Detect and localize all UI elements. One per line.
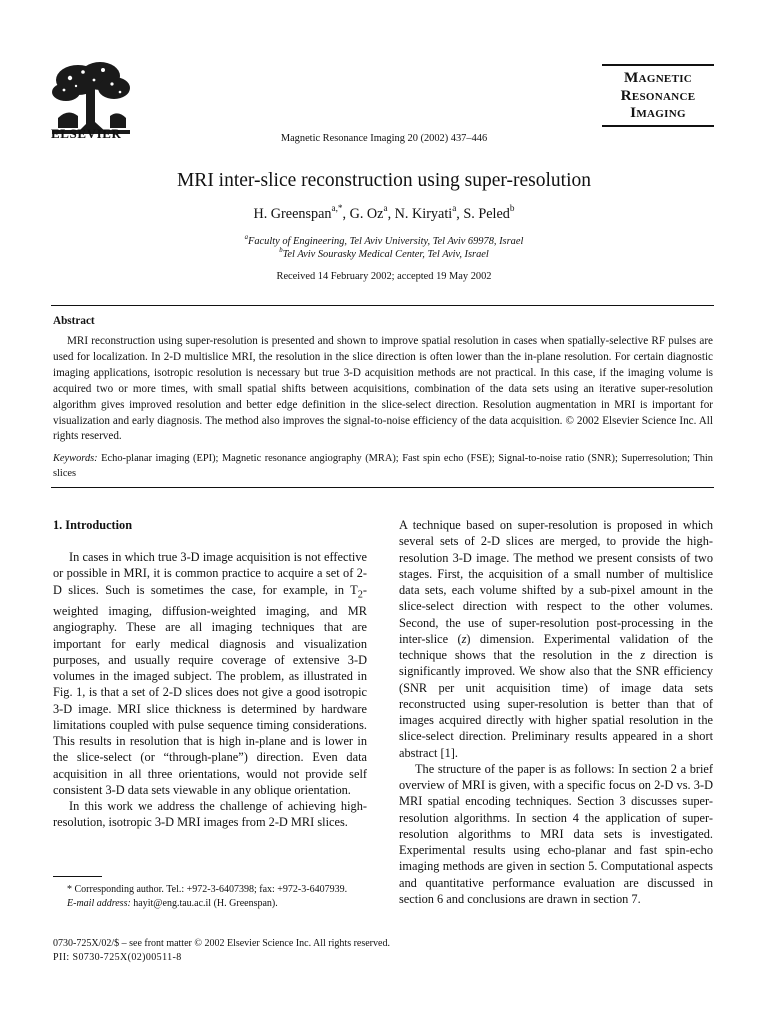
journal-reference: Magnetic Resonance Imaging 20 (2002) 437–446 <box>280 133 488 144</box>
author-affiliation-mark: a <box>383 203 388 214</box>
paper-title: MRI inter-slice reconstruction using super-resolution <box>176 170 592 191</box>
math-variable: z <box>640 648 646 662</box>
footnote-email-value: hayit@eng.tau.ac.il (H. Greenspan). <box>133 898 278 909</box>
paragraph-text: ) dimension. Experimental validation of the technique shows that the resolution in the <box>399 631 713 662</box>
body-paragraph: In this work we address the challenge of achieving high-resolution, isotropic 3-D MRI images from 2-D MRI slices. <box>53 799 367 830</box>
author-affiliation-mark: a,* <box>331 203 343 214</box>
math-variable: z <box>461 631 467 646</box>
footnote-corresponding: * Corresponding author. Tel.: +972-3-6407398; fax: +972-3-6407939. <box>67 884 348 895</box>
author-separator: , <box>456 206 464 222</box>
body-paragraph <box>399 517 713 761</box>
affiliation-a <box>0 233 768 247</box>
pii-line: PII: S0730-725X(02)00511-8 <box>53 952 182 963</box>
section-heading: 1. Introduction <box>53 518 133 532</box>
footnote-email-label: E-mail address: <box>67 898 131 909</box>
copyright-line: 0730-725X/02/$ – see front matter © 2002 Elsevier Science Inc. All rights reserved. <box>53 938 390 949</box>
keywords-list: Echo-planar imaging (EPI); Magnetic resonance angiography (MRA); Fast spin echo (FSE); Signal-to-noise ratio (SNR); Superresolution; Thin slices <box>53 453 713 479</box>
journal-logo-bottom-rule <box>602 125 714 127</box>
paragraph-text: -weighted imaging, diffusion-weighted imaging, and MR angiography. These are all imaging techniques that are important for early medical diagnosis and visualization purposes, and usually require coverage of extensive 3-D volumes in the imaged subject. The problem, as illustrated in Fig. 1, is that a set of 2-D slices does not give a good isotropic 3-D image. MRI slice thickness is determined by hardware limitations coupled with pulse sequence timing considerations. This results in resolution that is high in-plane and is lower in the slice-select (or “through-plane”) direction. Even data acquisition in all three orientations, would not provide self consistent 3-D data sets viewable in any oblique orientation. <box>53 582 367 797</box>
body-paragraph <box>53 549 367 798</box>
affiliation-mark: b <box>279 246 283 254</box>
affiliation-text: Faculty of Engineering, Tel Aviv University, Tel Aviv 69978, Israel <box>248 236 524 247</box>
received-dates: Received 14 February 2002; accepted 19 May 2002 <box>276 271 492 282</box>
keywords <box>53 452 713 481</box>
author-list <box>0 203 768 223</box>
publisher-name: ELSEVIER <box>51 126 122 141</box>
footnote-rule <box>53 876 102 877</box>
author-affiliation-mark: b <box>509 203 515 214</box>
author-name: G. Oz <box>349 206 384 222</box>
paragraph-text: direction is significantly improved. We show also that the SNR efficiency (SNR per unit acquisition time) of image data sets reconstructed using super-resolution is better than that of images acquired directly with higher spatial resolution in the slice-select direction. Preliminary results appeared in a short abstract [1]. <box>399 648 713 760</box>
affiliation-b <box>0 246 768 260</box>
right-column <box>399 517 713 907</box>
journal-logo-name <box>602 66 714 125</box>
journal-logo-line-1: Magnetic <box>623 69 693 86</box>
affiliation-text: Tel Aviv Sourasky Medical Center, Tel Aviv, Israel <box>282 249 489 260</box>
abstract-bottom-rule <box>51 487 714 488</box>
author-separator: , <box>342 206 350 222</box>
keywords-label: Keywords: <box>53 453 98 464</box>
author-separator: , <box>387 206 395 222</box>
journal-logo <box>602 64 714 127</box>
author-name: N. Kiryati <box>394 206 453 222</box>
abstract-heading: Abstract <box>53 315 95 327</box>
body-paragraph: The structure of the paper is as follows: In section 2 a brief overview of MRI is given, with a specific focus on 2-D vs. 3-D MRI spatial encoding techniques. Section 3 discusses super-resolution algorithms. In section 4 the application of super-resolution algorithms to MRI data sets is investigated. Experimental results using echo-planar and fast spin-echo imaging methods are given in section 5. Computational aspects and quantitative performance evaluation are discussed in section 6 and conclusions are drawn in section 7. <box>399 761 713 906</box>
abstract-top-rule <box>51 305 714 306</box>
subscript: 2 <box>357 588 363 600</box>
journal-logo-line-2: Resonance <box>620 86 696 104</box>
footnote-email <box>53 897 367 911</box>
affiliation-mark: a <box>244 233 249 241</box>
footnote <box>53 883 367 911</box>
author-name: H. Greenspan <box>253 206 332 222</box>
paragraph-text: In cases in which true 3-D image acquisition is not effective or possible in MRI, it is common practice to acquire a set of 2-D slices. Such is sometimes the case, for example, in T <box>53 550 367 597</box>
left-column <box>53 549 367 831</box>
abstract-body: MRI reconstruction using super-resolution is presented and shown to improve spatial resolution in cases when spatially-selective RF pulses are used for localization. In 2-D multislice MRI, the resolution in the slice direction is often lower than the in-plane resolution. For certain diagnostic imaging applications, isotropic resolution is necessary but true 3-D acquisition methods are not practical. In this case, if the imaging volume is acquired two or more times, with small spatial shifts between acquisitions, combination of the data sets using an iterative super-resolution algorithm gives improved resolution and better edge definition in the slice-select direction. Resolution augmentation in MRI is important for visualization and early diagnosis. The method also improves the signal-to-noise efficiency of the data acquisition. © 2002 Elsevier Science Inc. All rights reserved. <box>53 335 713 443</box>
author-affiliation-mark: a <box>452 203 457 214</box>
paragraph-text: A technique based on super-resolution is proposed in which several sets of 2-D slices are merged, to provide the high-resolution 3-D image. The method we present consists of two stages. First, the acquisition of a small number of multislice data sets, each volume shifted by a sub-pixel amount in the slice-select direction with respect to the other volumes. Second, the use of super-resolution post-processing in the inter-slice ( <box>399 518 713 646</box>
journal-logo-line-3: Imaging <box>630 104 686 121</box>
author-name: S. Peled <box>463 206 510 222</box>
